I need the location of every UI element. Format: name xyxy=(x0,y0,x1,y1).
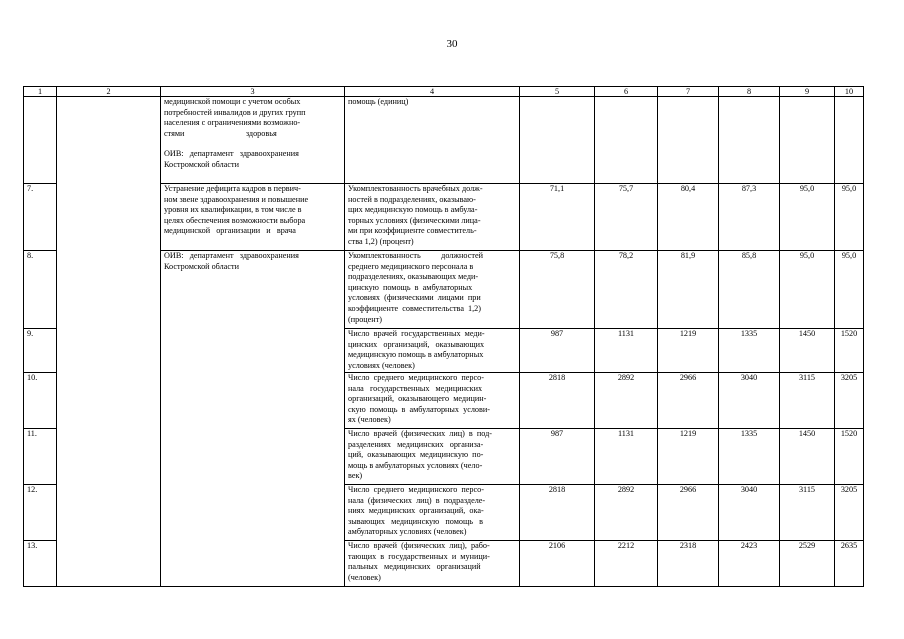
value-cell xyxy=(520,97,595,184)
row-number-cell: 12. xyxy=(24,485,57,541)
row-number-cell: 9. xyxy=(24,329,57,373)
header-cell: 9 xyxy=(780,87,835,97)
value-cell: 95,0 xyxy=(835,251,864,329)
text-line: Костромской области xyxy=(164,159,239,169)
text-line: век) xyxy=(348,471,363,481)
value-cell: 3040 xyxy=(719,373,780,429)
text-line: условиях (физическими лицами при xyxy=(348,293,481,303)
value-cell: 987 xyxy=(520,329,595,373)
page-number: 30 xyxy=(446,38,458,50)
text-line: (человек) xyxy=(348,572,381,582)
indicator-cell xyxy=(345,373,520,429)
text-line: разделениях медицинских организа- xyxy=(348,439,484,449)
text-line: Число врачей государственных меди- xyxy=(348,329,485,338)
text-line: пальных медицинских организаций xyxy=(348,562,481,572)
row-number-cell: 13. xyxy=(24,541,57,587)
text-line: амбулаторных условиях (человек) xyxy=(348,527,467,537)
value-cell: 95,0 xyxy=(780,251,835,329)
value-cell: 2818 xyxy=(520,485,595,541)
text-line: щих медицинскую помощь в амбула- xyxy=(348,205,478,215)
table-row-continuation xyxy=(24,97,864,184)
text-line: ях (человек) xyxy=(348,415,391,425)
indicators-table xyxy=(23,86,864,587)
header-cell: 10 xyxy=(835,87,864,97)
value-cell: 3205 xyxy=(835,485,864,541)
value-cell: 2318 xyxy=(658,541,719,587)
value-cell: 95,0 xyxy=(835,184,864,251)
header-cell: 6 xyxy=(595,87,658,97)
value-cell: 95,0 xyxy=(780,184,835,251)
text-line: целях обеспечения возможности выбора xyxy=(164,215,306,225)
indicator-cell: помощь (единиц) xyxy=(345,97,520,184)
value-cell: 987 xyxy=(520,429,595,485)
text-line: потребностей инвалидов и других групп xyxy=(164,107,306,117)
indicator-cell xyxy=(345,184,520,251)
text-line: медицинскую помощь в амбулаторных xyxy=(348,350,484,360)
value-cell: 75,8 xyxy=(520,251,595,329)
text-line: уровня их квалификации, в том числе в xyxy=(164,205,302,215)
value-cell: 2106 xyxy=(520,541,595,587)
value-cell: 85,8 xyxy=(719,251,780,329)
value-cell: 2966 xyxy=(658,485,719,541)
header-cell: 5 xyxy=(520,87,595,97)
measure-description-cell xyxy=(161,97,345,184)
indicator-cell xyxy=(345,485,520,541)
row-number-cell: 7. xyxy=(24,184,57,251)
text-line: зывающих медицинскую помощь в xyxy=(348,516,484,526)
row-number-cell: 10. xyxy=(24,373,57,429)
text-line: Число среднего медицинского персо- xyxy=(348,485,484,494)
header-row xyxy=(24,87,864,97)
text-line: медицинской организации и врача xyxy=(164,226,296,236)
value-cell: 1520 xyxy=(835,329,864,373)
text-line: мощь в амбулаторных условиях (чело- xyxy=(348,460,483,470)
value-cell: 2818 xyxy=(520,373,595,429)
text-line: населения с ограничениями возможно- xyxy=(164,118,301,128)
text-line: Число врачей (физических лиц), рабо- xyxy=(348,541,490,550)
indicator-cell xyxy=(345,429,520,485)
header-cell: 2 xyxy=(57,87,161,97)
value-cell: 1131 xyxy=(595,329,658,373)
col2-cell xyxy=(57,97,161,587)
value-cell: 2892 xyxy=(595,485,658,541)
text-line: тающих в государственных и муници- xyxy=(348,551,490,561)
value-cell: 1131 xyxy=(595,429,658,485)
text-line: Костромской области xyxy=(164,261,239,271)
value-cell xyxy=(719,97,780,184)
value-cell: 1219 xyxy=(658,429,719,485)
indicator-cell xyxy=(345,541,520,587)
value-cell xyxy=(658,97,719,184)
value-cell: 2529 xyxy=(780,541,835,587)
text-line: среднего медицинского персонала в xyxy=(348,261,474,271)
value-cell: 1450 xyxy=(780,329,835,373)
row-number-cell: 8. xyxy=(24,251,57,329)
value-cell: 2892 xyxy=(595,373,658,429)
value-cell: 78,2 xyxy=(595,251,658,329)
indicator-cell xyxy=(345,329,520,373)
text-line: Укомплектованность врачебных долж- xyxy=(348,184,483,193)
text-line: (процент) xyxy=(348,314,382,324)
text-line: организаций, оказывающего медицин- xyxy=(348,394,487,404)
value-cell: 2212 xyxy=(595,541,658,587)
value-cell: 81,9 xyxy=(658,251,719,329)
value-cell: 1335 xyxy=(719,329,780,373)
text-line: ОИВ: департамент здравоохранения xyxy=(164,149,299,159)
value-cell: 1520 xyxy=(835,429,864,485)
value-cell: 1450 xyxy=(780,429,835,485)
value-cell: 80,4 xyxy=(658,184,719,251)
value-cell: 75,7 xyxy=(595,184,658,251)
value-cell: 1335 xyxy=(719,429,780,485)
text-line: ном звене здравоохранения и повышение xyxy=(164,194,309,204)
text-line: коэффициенте совместительства 1,2) xyxy=(348,303,482,313)
value-cell: 3205 xyxy=(835,373,864,429)
text-line: ми при коэффициенте совместитель- xyxy=(348,226,477,236)
text-line: цинскую помощь в амбулаторных xyxy=(348,282,473,292)
value-cell xyxy=(595,97,658,184)
value-cell: 2423 xyxy=(719,541,780,587)
value-cell xyxy=(780,97,835,184)
text-line: торных условиях (физическими лица- xyxy=(348,215,481,225)
text-line: нала (физических лиц) в подразделе- xyxy=(348,495,486,505)
value-cell: 1219 xyxy=(658,329,719,373)
value-cell: 3040 xyxy=(719,485,780,541)
row-number-cell xyxy=(24,97,57,184)
value-cell: 3115 xyxy=(780,373,835,429)
text-line: условиях (человек) xyxy=(348,360,415,370)
measure-description-cell xyxy=(161,184,345,251)
text-line: медицинской помощи с учетом особых xyxy=(164,97,301,106)
value-cell xyxy=(835,97,864,184)
text-line: цинских организаций, оказывающих xyxy=(348,339,485,349)
text-line: стями здоровья xyxy=(164,128,277,138)
text-line: ций, оказывающих медицинскую по- xyxy=(348,450,484,460)
text-line: ниях медицинских организаций, ока- xyxy=(348,506,484,516)
header-cell: 4 xyxy=(345,87,520,97)
text-line: нала государственных медицинских xyxy=(348,383,483,393)
value-cell: 2635 xyxy=(835,541,864,587)
measure-description-cell xyxy=(161,251,345,587)
text-line: Число врачей (физических лиц) в под- xyxy=(348,429,493,438)
text-line: Число среднего медицинского персо- xyxy=(348,373,484,382)
value-cell: 3115 xyxy=(780,485,835,541)
text-line: ностей в подразделениях, оказываю- xyxy=(348,194,476,204)
row-number-cell: 11. xyxy=(24,429,57,485)
header-cell: 1 xyxy=(24,87,57,97)
text-line: подразделениях, оказывающих меди- xyxy=(348,272,479,282)
value-cell: 71,1 xyxy=(520,184,595,251)
header-cell: 3 xyxy=(161,87,345,97)
text-line: ства 1,2) (процент) xyxy=(348,236,414,246)
value-cell: 2966 xyxy=(658,373,719,429)
text-line: скую помощь в амбулаторных услови- xyxy=(348,404,491,414)
text-line: Устранение дефицита кадров в первич- xyxy=(164,184,301,193)
value-cell: 87,3 xyxy=(719,184,780,251)
text-line: ОИВ: департамент здравоохранения xyxy=(164,251,299,260)
indicator-cell xyxy=(345,251,520,329)
text-line: Укомплектованность должностей xyxy=(348,251,483,260)
header-cell: 8 xyxy=(719,87,780,97)
header-cell: 7 xyxy=(658,87,719,97)
